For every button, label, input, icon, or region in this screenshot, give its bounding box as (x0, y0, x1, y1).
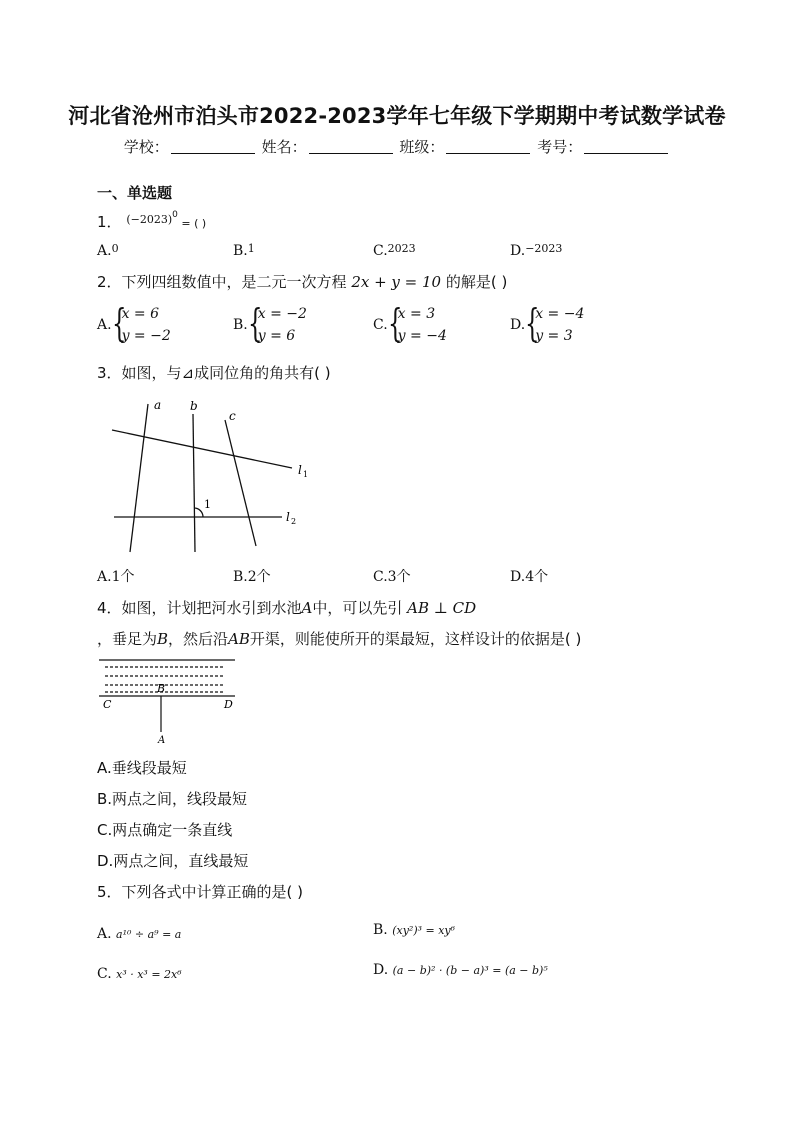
q1-option-c[interactable]: C.$^{2023}$ (373, 242, 416, 259)
q4-perp-expression: AB ⊥ CD (407, 599, 477, 617)
student-info-line (0, 136, 794, 157)
label-c: c (229, 409, 236, 423)
angle-1-arc (194, 508, 203, 517)
class-label: 班级： (399, 138, 445, 156)
exam-title: 河北省沧州市泊头市2022-2023学年七年级下学期期中考试数学试卷 (68, 104, 726, 128)
q5-option-b[interactable]: B. (xy²)³ = xy⁶ (373, 922, 456, 938)
q1-option-b[interactable]: B.$^1$ (233, 242, 255, 259)
q4-option-d[interactable]: D.两点之间，直线最短 (97, 852, 249, 870)
q1-number: 1． (97, 213, 122, 231)
q1-option-d[interactable]: D.$^{-2023}$ (510, 242, 563, 259)
q4-option-a[interactable]: A.垂线段最短 (97, 759, 187, 777)
q2-option-c[interactable]: C. { x = 3 y = −4 (373, 301, 447, 345)
label-C: C (103, 698, 112, 711)
q4-option-c[interactable]: C.两点确定一条直线 (97, 821, 233, 839)
school-label: 学校： (123, 138, 169, 156)
q4-option-b[interactable]: B.两点之间，线段最短 (97, 790, 248, 808)
q5-option-d[interactable]: D. (a − b)² · (b − a)³ = (a − b)⁵ (373, 962, 548, 978)
q2-option-d[interactable]: D. { x = −4 y = 3 (510, 301, 585, 345)
q4-figure (97, 655, 242, 747)
question-4-line-2: ，垂足为B，然后沿AB开渠，则能使所开的渠最短，这样设计的依据是( ) (97, 630, 582, 648)
line-a (130, 404, 148, 552)
q2-stem-end: 的解是( ) (441, 273, 508, 291)
line-c (225, 420, 256, 546)
question-4-line-1: 4．如图，计划把河水引到水池A中，可以先引 AB ⊥ CD (97, 599, 477, 617)
label-B: B (157, 682, 166, 695)
question-5: 5．下列各式中计算正确的是( ) (97, 883, 304, 901)
question-3: 3．如图，与⊿成同位角的角共有( ) (97, 364, 331, 382)
q2-option-b[interactable]: B. { x = −2 y = 6 (233, 301, 307, 345)
label-l2: l (286, 510, 290, 524)
name-label: 姓名： (261, 138, 307, 156)
class-blank[interactable] (446, 139, 530, 154)
line-l1 (112, 430, 292, 468)
q1-option-a[interactable]: A.$^0$ (97, 242, 119, 259)
label-l1: l (298, 463, 302, 477)
q3-option-a[interactable]: A.1个 (97, 569, 135, 585)
q3-option-c[interactable]: C.3个 (373, 569, 411, 585)
number-blank[interactable] (584, 139, 668, 154)
q3-figure (100, 392, 310, 562)
number-label: 考号： (537, 138, 583, 156)
label-A: A (158, 735, 166, 746)
name-blank[interactable] (309, 139, 393, 154)
label-l1-sub: 1 (303, 470, 309, 479)
label-D: D (224, 698, 233, 711)
q1-rest: = ( ) (177, 217, 207, 230)
section-heading: 一、单选题 (97, 184, 173, 202)
line-b (193, 414, 195, 552)
label-angle-1: 1 (204, 498, 211, 511)
q5-option-a[interactable]: A. a¹⁰ ÷ a⁹ = a (97, 926, 182, 942)
question-2 (97, 271, 507, 292)
q2-stem-start: 2．下列四组数值中，是二元一次方程 (97, 273, 352, 291)
label-b: b (190, 399, 198, 413)
q1-exponent: 0 (172, 210, 178, 220)
q2-equation: 2x + y = 10 (351, 273, 442, 291)
school-blank[interactable] (171, 139, 255, 154)
question-1 (97, 210, 206, 232)
label-l2-sub: 2 (291, 517, 297, 526)
q5-option-c[interactable]: C. x³ · x³ = 2x⁶ (97, 966, 182, 982)
q3-option-b[interactable]: B.2个 (233, 569, 271, 585)
q3-option-d[interactable]: D.4个 (510, 569, 549, 585)
q2-option-a[interactable]: A. { x = 6 y = −2 (97, 301, 171, 345)
label-a: a (154, 398, 162, 412)
q1-base: (−2023) (126, 213, 173, 226)
